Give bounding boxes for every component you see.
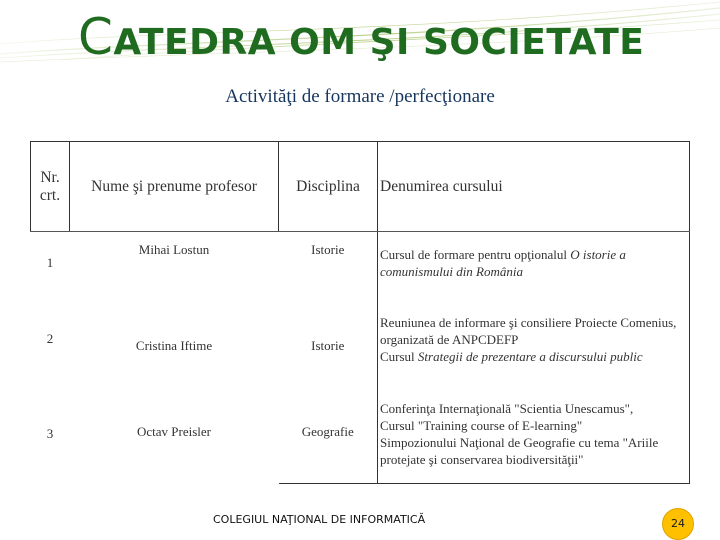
page-title [78,8,698,66]
training-activities-table [30,141,690,484]
title-first-letter: C [78,8,114,66]
row-name: Cristina Iftime [135,338,213,353]
table-header-row [31,142,690,232]
table-row [31,232,690,295]
row-course [378,232,690,295]
course-title: O istorie a comunismului din România [380,247,626,279]
course-line [380,348,687,365]
row-name: Octav Preisler [136,423,211,439]
footer-school-name: COLEGIUL NAŢIONAL DE INFORMATICĂ [213,513,426,526]
row-course [378,294,690,384]
header-name: Nume şi prenume profesor [70,142,279,232]
table-row [31,384,690,484]
page-subtitle: Activităţi de formare /perfecţionare [225,86,495,107]
header-course: Denumirea cursului [378,142,690,232]
row-nr: 3 [46,425,54,441]
course-title: Strategii de prezentare a discursului public [417,348,643,364]
title-rest: ATEDRA OM ŞI SOCIETATE [113,22,645,63]
row-discipline: Geografie [279,384,378,484]
row-discipline: Istorie [311,338,345,353]
header-nr: Nr. crt. [31,142,70,232]
row-discipline: Istorie [311,242,345,257]
header-discipline: Disciplina [279,142,378,232]
row-course [378,384,690,484]
course-text: Cursul "Training course of E-learning" [380,417,583,433]
course-text: Cursul de formare pentru opţionalul [380,247,571,262]
row-name: Mihai Lostun [138,242,210,257]
course-text: Conferinţa Internaţională "Scientia Unescamus", [380,400,634,416]
page-number-badge: 24 [662,508,694,540]
row-nr: 1 [46,255,54,270]
course-text: Simpozionului Naţional de Geografie cu tema "Ariile protejate şi conservarea biodiversităţii" [380,434,659,467]
course-text: Cursul [380,348,418,364]
table-row [31,294,690,384]
course-text: Reuniunea de informare şi consiliere Proiecte Comenius, organizată de ANPCDEFP [380,314,677,347]
row-nr: 2 [46,331,54,346]
